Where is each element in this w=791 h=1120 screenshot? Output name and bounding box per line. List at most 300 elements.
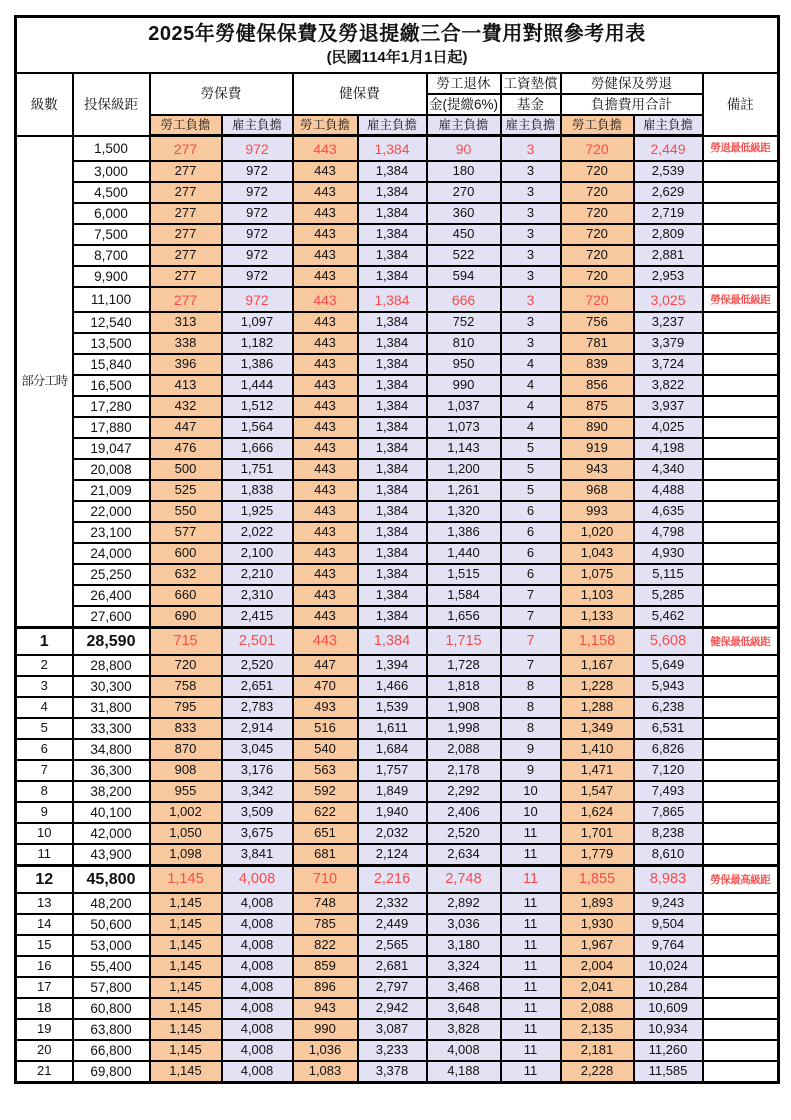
fee-cell: 1,779 [561,844,634,866]
fee-cell: 1,757 [358,760,427,781]
fee-cell: 1,386 [427,522,501,543]
fee-cell: 3 [501,333,561,354]
header-row-1 [16,73,779,94]
fee-cell: 3,176 [222,760,293,781]
fee-cell: 1,666 [222,438,293,459]
salary-bracket-cell: 55,400 [73,956,150,977]
fee-cell: 1,384 [358,585,427,606]
col-header-remark: 備註 [703,73,779,136]
remark-cell [703,1040,779,1061]
fee-cell: 2,449 [358,914,427,935]
fee-cell: 859 [293,956,358,977]
fee-cell: 9 [501,760,561,781]
fee-cell: 11 [501,956,561,977]
fee-cell: 10,024 [634,956,703,977]
table-row [16,844,779,866]
fee-cell: 443 [293,333,358,354]
fee-cell: 748 [293,893,358,914]
level-cell: 20 [16,1040,73,1061]
fee-cell: 1,547 [561,781,634,802]
fee-cell: 1,036 [293,1040,358,1061]
fee-cell: 4 [501,396,561,417]
fee-cell: 896 [293,977,358,998]
fee-cell: 413 [150,375,222,396]
fee-cell: 600 [150,543,222,564]
fee-cell: 3,675 [222,823,293,844]
remark-cell [703,935,779,956]
fee-cell: 1,998 [427,718,501,739]
subheader-labor-employee: 勞工負擔 [150,115,222,136]
fee-cell: 1,384 [358,354,427,375]
fee-cell: 720 [150,655,222,676]
fee-cell: 8,610 [634,844,703,866]
fee-cell: 710 [293,866,358,894]
fee-cell: 1,145 [150,977,222,998]
subheader-health-employer: 雇主負擔 [358,115,427,136]
fee-cell: 443 [293,522,358,543]
fee-cell: 4,008 [222,935,293,956]
fee-cell: 1,098 [150,844,222,866]
salary-bracket-cell: 16,500 [73,375,150,396]
salary-bracket-cell: 66,800 [73,1040,150,1061]
level-cell: 15 [16,935,73,956]
fee-cell: 1,940 [358,802,427,823]
fee-cell: 4,488 [634,480,703,501]
fee-cell: 3,180 [427,935,501,956]
fee-cell: 1,624 [561,802,634,823]
fee-cell: 2,032 [358,823,427,844]
fee-cell: 3,233 [358,1040,427,1061]
fee-cell: 443 [293,396,358,417]
salary-bracket-cell: 22,000 [73,501,150,522]
fee-cell: 313 [150,312,222,333]
fee-cell: 839 [561,354,634,375]
fee-cell: 10,284 [634,977,703,998]
fee-cell: 1,384 [358,438,427,459]
table-row [16,998,779,1019]
fee-cell: 1,384 [358,287,427,312]
fee-cell: 443 [293,245,358,266]
table-row [16,781,779,802]
fee-cell: 2,892 [427,893,501,914]
table-row [16,1061,779,1083]
fee-cell: 972 [222,203,293,224]
fee-cell: 5,115 [634,564,703,585]
fee-cell: 1,384 [358,459,427,480]
fee-cell: 2,100 [222,543,293,564]
fee-cell: 622 [293,802,358,823]
remark-cell [703,1019,779,1040]
table-row [16,739,779,760]
fee-cell: 3 [501,245,561,266]
fee-cell: 1,444 [222,375,293,396]
fee-cell: 1,145 [150,1061,222,1083]
col-header-wage-fund-line2: 基金 [501,94,561,115]
fee-cell: 11 [501,823,561,844]
remark-cell [703,977,779,998]
fee-cell: 3 [501,312,561,333]
remark-cell [703,543,779,564]
fee-cell: 8,238 [634,823,703,844]
fee-cell: 8,983 [634,866,703,894]
fee-cell: 3 [501,224,561,245]
fee-cell: 943 [293,998,358,1019]
fee-cell: 972 [222,245,293,266]
fee-cell: 3 [501,182,561,203]
table-row [16,760,779,781]
level-cell: 17 [16,977,73,998]
fee-cell: 2,520 [222,655,293,676]
fee-cell: 4 [501,375,561,396]
fee-cell: 1,925 [222,501,293,522]
fee-cell: 1,103 [561,585,634,606]
fee-cell: 2,415 [222,606,293,628]
table-row [16,718,779,739]
salary-bracket-cell: 38,200 [73,781,150,802]
remark-cell [703,501,779,522]
fee-cell: 4,008 [222,866,293,894]
fee-cell: 1,145 [150,998,222,1019]
fee-cell: 720 [561,136,634,162]
remark-cell [703,333,779,354]
remark-cell [703,823,779,844]
table-row [16,375,779,396]
fee-cell: 2,210 [222,564,293,585]
fee-cell: 563 [293,760,358,781]
fee-cell: 1,684 [358,739,427,760]
remark-cell: 勞保最高級距 [703,866,779,894]
fee-cell: 1,133 [561,606,634,628]
fee-cell: 2,332 [358,893,427,914]
fee-cell: 4,008 [222,998,293,1019]
fee-cell: 1,466 [358,676,427,697]
remark-cell [703,697,779,718]
fee-cell: 3,828 [427,1019,501,1040]
fee-cell: 3,648 [427,998,501,1019]
remark-cell [703,459,779,480]
level-cell: 5 [16,718,73,739]
fee-cell: 1,261 [427,480,501,501]
fee-cell: 756 [561,312,634,333]
fee-cell: 1,384 [358,182,427,203]
fee-cell: 594 [427,266,501,287]
remark-cell [703,914,779,935]
fee-cell: 1,384 [358,480,427,501]
col-header-wage-fund-line1: 工資墊償 [501,73,561,94]
fee-cell: 592 [293,781,358,802]
fee-cell: 1,320 [427,501,501,522]
salary-bracket-cell: 53,000 [73,935,150,956]
level-cell: 12 [16,866,73,894]
fee-cell: 2,681 [358,956,427,977]
fee-cell: 1,384 [358,375,427,396]
remark-cell [703,739,779,760]
fee-cell: 1,182 [222,333,293,354]
fee-cell: 919 [561,438,634,459]
fee-cell: 516 [293,718,358,739]
fee-cell: 1,838 [222,480,293,501]
fee-cell: 522 [427,245,501,266]
level-cell: 6 [16,739,73,760]
fee-cell: 2,135 [561,1019,634,1040]
fee-cell: 4 [501,417,561,438]
fee-cell: 908 [150,760,222,781]
salary-bracket-cell: 24,000 [73,543,150,564]
fee-cell: 476 [150,438,222,459]
fee-cell: 10 [501,802,561,823]
fee-cell: 6 [501,564,561,585]
fee-cell: 9,504 [634,914,703,935]
fee-cell: 690 [150,606,222,628]
col-header-pension-line1: 勞工退休 [427,73,501,94]
fee-cell: 5 [501,438,561,459]
level-cell: 21 [16,1061,73,1083]
table-row [16,1019,779,1040]
page-subtitle: (民國114年1月1日起) [326,49,468,66]
col-header-level: 級數 [16,73,73,136]
fee-cell: 443 [293,438,358,459]
fee-cell: 443 [293,606,358,628]
fee-cell: 1,384 [358,501,427,522]
fee-cell: 5 [501,459,561,480]
fee-cell: 443 [293,312,358,333]
level-cell: 1 [16,628,73,656]
fee-cell: 9 [501,739,561,760]
fee-cell: 11 [501,977,561,998]
table-row [16,977,779,998]
remark-cell [703,417,779,438]
fee-cell: 6,238 [634,697,703,718]
fee-cell: 1,384 [358,628,427,656]
fee-cell: 720 [561,161,634,182]
fee-cell: 277 [150,136,222,162]
fee-cell: 2,942 [358,998,427,1019]
fee-cell: 758 [150,676,222,697]
fee-cell: 7 [501,606,561,628]
fee-cell: 3 [501,161,561,182]
table-row [16,866,779,894]
fee-cell: 10,609 [634,998,703,1019]
col-header-total-line2: 負擔費用合計 [561,94,703,115]
fee-cell: 3,378 [358,1061,427,1083]
fee-cell: 3,724 [634,354,703,375]
fee-cell: 1,384 [358,333,427,354]
fee-cell: 3 [501,266,561,287]
fee-cell: 2,088 [561,998,634,1019]
fee-cell: 443 [293,459,358,480]
table-row [16,956,779,977]
fee-cell: 1,701 [561,823,634,844]
fee-cell: 1,440 [427,543,501,564]
fee-cell: 2,216 [358,866,427,894]
fee-cell: 11 [501,1061,561,1083]
fee-cell: 972 [222,287,293,312]
fee-cell: 1,539 [358,697,427,718]
fee-cell: 3,324 [427,956,501,977]
fee-cell: 1,288 [561,697,634,718]
fee-cell: 2,809 [634,224,703,245]
fee-cell: 1,384 [358,266,427,287]
fee-cell: 11,585 [634,1061,703,1083]
subheader-total-employer: 雇主負擔 [634,115,703,136]
fee-cell: 990 [293,1019,358,1040]
fee-cell: 447 [293,655,358,676]
fee-cell: 7,120 [634,760,703,781]
fee-cell: 4,930 [634,543,703,564]
fee-cell: 2,783 [222,697,293,718]
fee-cell: 1,384 [358,417,427,438]
fee-cell: 6,531 [634,718,703,739]
table-row [16,501,779,522]
fee-cell: 1,145 [150,893,222,914]
level-cell: 18 [16,998,73,1019]
subheader-pension-employer: 雇主負擔 [427,115,501,136]
fee-cell: 443 [293,182,358,203]
fee-cell: 470 [293,676,358,697]
fee-cell: 1,145 [150,914,222,935]
table-body [16,136,779,1083]
fee-cell: 9,243 [634,893,703,914]
table-row [16,417,779,438]
level-cell: 14 [16,914,73,935]
fee-cell: 6 [501,543,561,564]
fee-cell: 8 [501,676,561,697]
fee-cell: 11 [501,998,561,1019]
fee-cell: 277 [150,203,222,224]
remark-cell [703,522,779,543]
fee-cell: 4,008 [427,1040,501,1061]
fee-cell: 7 [501,628,561,656]
salary-bracket-cell: 43,900 [73,844,150,866]
fee-cell: 1,228 [561,676,634,697]
fee-cell: 955 [150,781,222,802]
fee-cell: 2,539 [634,161,703,182]
level-cell: 7 [16,760,73,781]
fee-cell: 1,384 [358,224,427,245]
fee-cell: 5,649 [634,655,703,676]
fee-cell: 1,384 [358,396,427,417]
table-row [16,438,779,459]
table-row [16,396,779,417]
fee-cell: 4,008 [222,914,293,935]
fee-cell: 4,008 [222,1040,293,1061]
col-header-pension-line2: 金(提繳6%) [427,94,501,115]
fee-cell: 972 [222,161,293,182]
fee-cell: 3,937 [634,396,703,417]
fee-cell: 720 [561,245,634,266]
fee-cell: 681 [293,844,358,866]
fee-cell: 666 [427,287,501,312]
fee-cell: 3,237 [634,312,703,333]
fee-cell: 1,145 [150,935,222,956]
table-row [16,480,779,501]
fee-cell: 1,751 [222,459,293,480]
fee-cell: 270 [427,182,501,203]
level-cell: 13 [16,893,73,914]
level-cell: 19 [16,1019,73,1040]
fee-cell: 3,379 [634,333,703,354]
col-header-salary-bracket: 投保級距 [73,73,150,136]
fee-cell: 856 [561,375,634,396]
fee-cell: 3,342 [222,781,293,802]
salary-bracket-cell: 69,800 [73,1061,150,1083]
fee-cell: 1,145 [150,1040,222,1061]
fee-cell: 1,967 [561,935,634,956]
fee-cell: 540 [293,739,358,760]
salary-bracket-cell: 13,500 [73,333,150,354]
fee-cell: 443 [293,628,358,656]
fee-cell: 1,584 [427,585,501,606]
fee-cell: 1,349 [561,718,634,739]
remark-cell [703,245,779,266]
fee-cell: 1,384 [358,203,427,224]
fee-cell: 1,908 [427,697,501,718]
fee-cell: 781 [561,333,634,354]
table-row [16,606,779,628]
fee-cell: 1,037 [427,396,501,417]
fee-cell: 1,656 [427,606,501,628]
fee-cell: 550 [150,501,222,522]
fee-cell: 7,865 [634,802,703,823]
fee-cell: 3,025 [634,287,703,312]
fee-cell: 1,410 [561,739,634,760]
table-row [16,676,779,697]
remark-cell [703,354,779,375]
fee-cell: 660 [150,585,222,606]
fee-cell: 2,310 [222,585,293,606]
remark-cell [703,956,779,977]
salary-bracket-cell: 20,008 [73,459,150,480]
subheader-total-employee: 勞工負擔 [561,115,634,136]
fee-cell: 443 [293,375,358,396]
remark-cell: 健保最低級距 [703,628,779,656]
remark-cell [703,893,779,914]
fee-cell: 11 [501,1040,561,1061]
salary-bracket-cell: 50,600 [73,914,150,935]
fee-cell: 277 [150,266,222,287]
fee-cell: 443 [293,585,358,606]
level-cell: 16 [16,956,73,977]
fee-cell: 785 [293,914,358,935]
remark-cell [703,802,779,823]
fee-cell: 277 [150,161,222,182]
fee-cell: 3,087 [358,1019,427,1040]
fee-cell: 4,798 [634,522,703,543]
table-row [16,628,779,656]
salary-bracket-cell: 4,500 [73,182,150,203]
salary-bracket-cell: 9,900 [73,266,150,287]
remark-cell [703,182,779,203]
fee-cell: 720 [561,182,634,203]
fee-cell: 6 [501,522,561,543]
salary-bracket-cell: 17,880 [73,417,150,438]
remark-cell [703,655,779,676]
table-row [16,1040,779,1061]
fee-cell: 3,841 [222,844,293,866]
fee-cell: 11 [501,866,561,894]
fee-cell: 4,008 [222,1019,293,1040]
remark-cell [703,718,779,739]
fee-cell: 822 [293,935,358,956]
fee-cell: 10 [501,781,561,802]
fee-cell: 3,045 [222,739,293,760]
fee-cell: 1,384 [358,245,427,266]
fee-cell: 1,073 [427,417,501,438]
fee-cell: 443 [293,564,358,585]
remark-cell [703,1061,779,1083]
fee-cell: 9,764 [634,935,703,956]
fee-reference-table [14,15,780,1084]
